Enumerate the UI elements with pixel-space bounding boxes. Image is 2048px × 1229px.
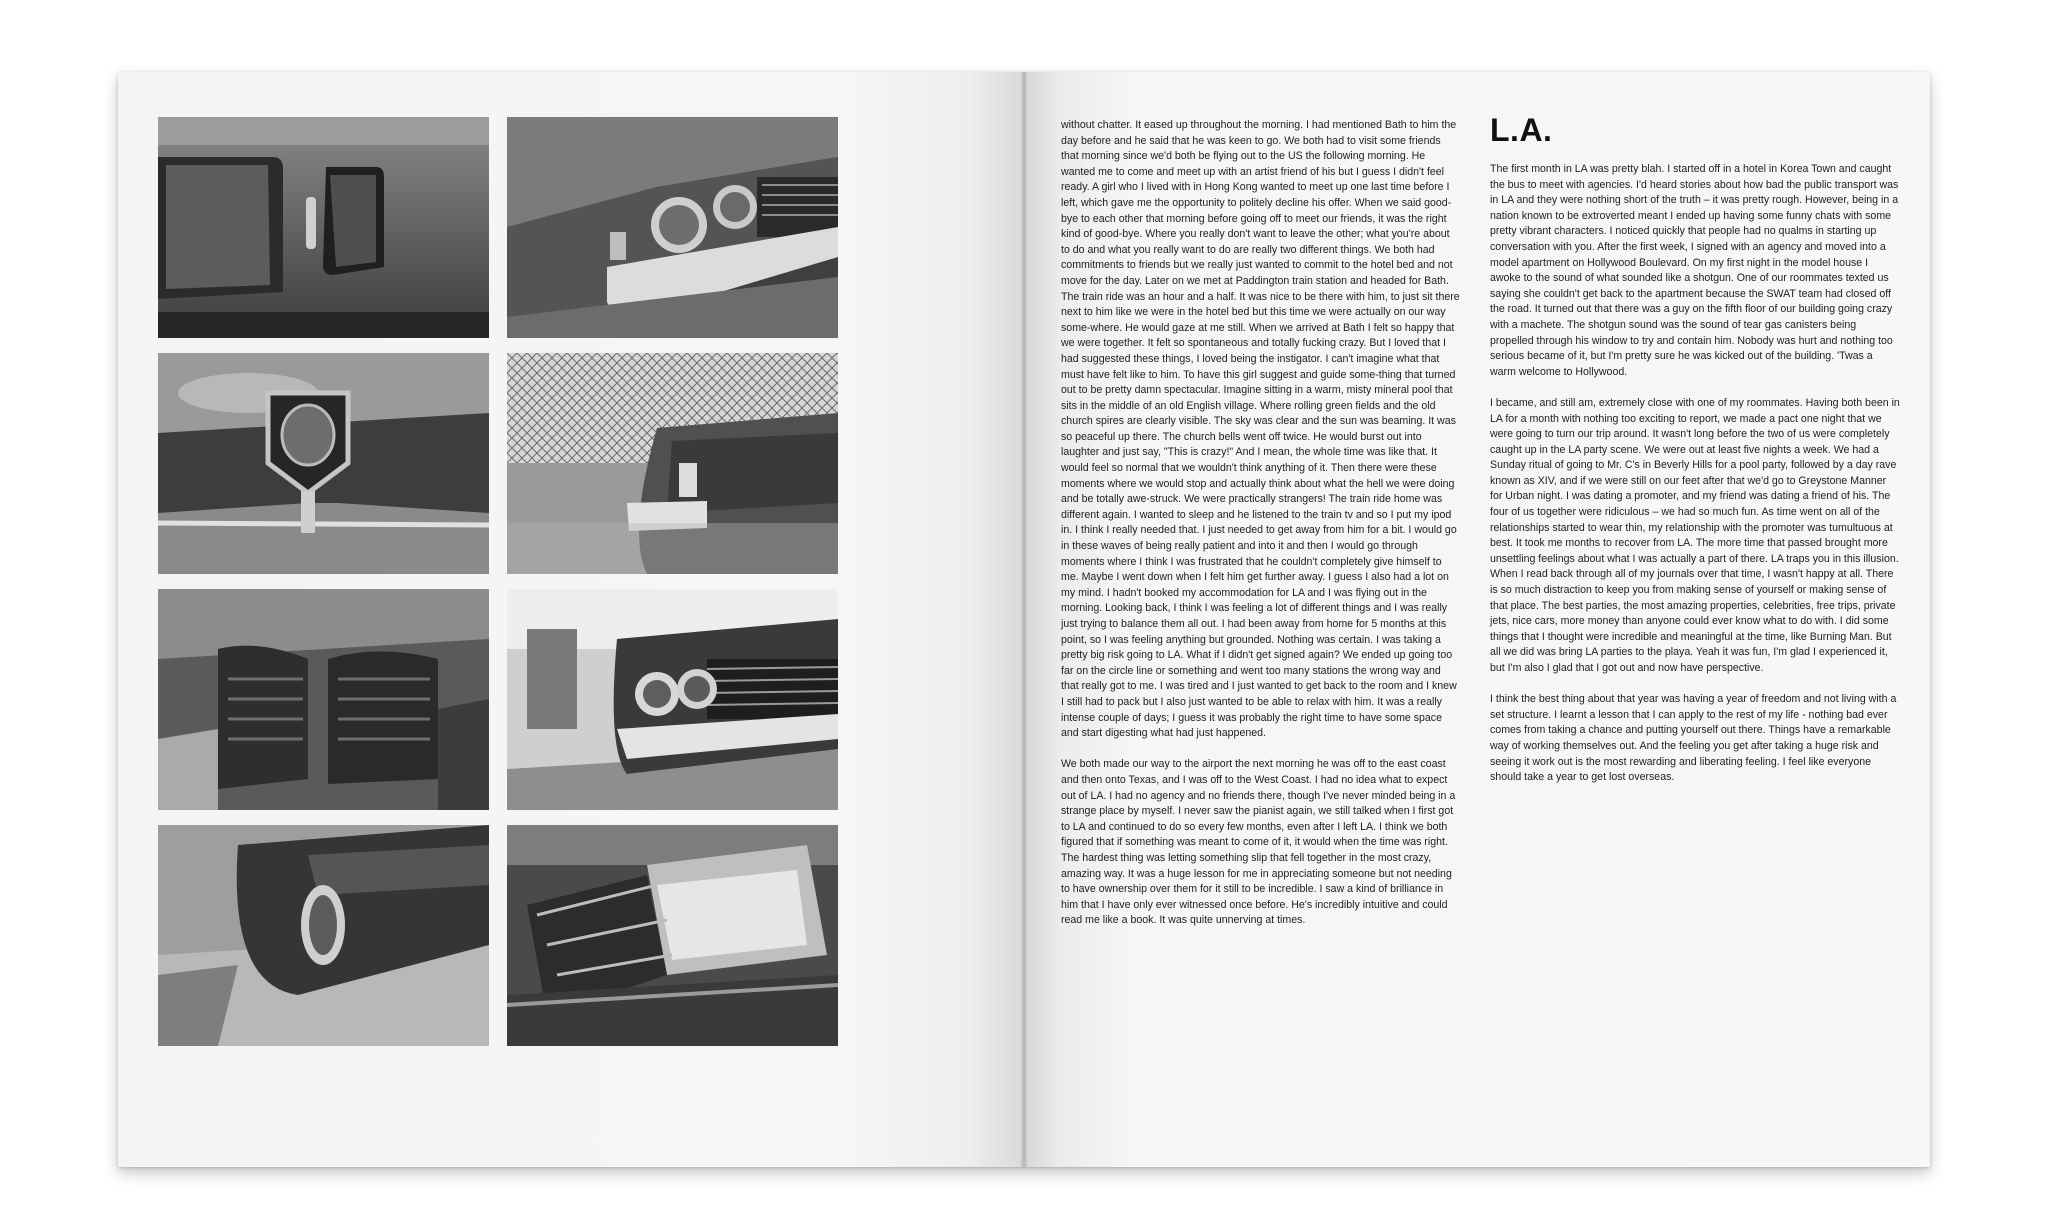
magazine-spread [118,72,1930,1167]
text-column-left [1061,118,1461,944]
text-column-right [1490,112,1901,801]
paragraph: I became, and still am, extremely close with one of my roommates. Having both been in LA for a month with nothing too exciting to report, we made a pact one night that we were going to turn our trip around. It wasn't long before the two of us were completely caught up in the LA party scene. We were out at least five nights a week. We had a Sunday ritual of going to Mr. C's in Beverly Hills for a pool party, followed by a day rave known as XIV, and if we were still on our feet after that we'd go to Greystone Manner for Urban night. I was dating a promoter, and my friend was dating a friend of his. The four of us together were ridiculous – we had so much fun. As time went on all of the relationships started to wear thin, my relationship with the promoter was tumultuous at best. It took me months to recover from LA. The more time that passed brought more unsettling feelings about what I was actually a part of there. LA traps you in this illusion. When I read back through all of my journals over that time, I wasn't happy at all. There is so much distraction to keep you from making sense of yourself or making sense of that place. The best parties, the most amazing properties, celebrities, free trips, private jets, nice cars, more money than anyone could ever know what to do with. I did some things that I thought were incredible and meaningful at the time, like Burning Man. But all we did was bring LA parties to the playa. Yeah it was fun, I'm glad I experienced it, but I'm also I glad that I got out and now have perspective. [1490,396,1900,674]
left-page [118,72,1024,1167]
photo-car-rear-taillight [158,825,489,1046]
paragraph: I think the best thing about that year was having a year of freedom and not living with a set structure. I learnt a lesson that I can apply to the rest of my life - nothing bad ever comes from taking a chance and putting yourself out there. Things have a remarkable way of working themselves out. And the feeling you get after taking a huge risk and seeing it work out is the most rewarding and liberating feeling. I feel like everyone should take a year to get lost overseas. [1490,693,1897,784]
photo-hood-ornament-emblem [158,353,489,574]
photo-grid [158,117,839,1046]
article-title: L.A. [1490,112,1553,148]
paragraph: The first month in LA was pretty blah. I started off in a hotel in Korea Town and caught the bus to meet with agencies. I'd heard stories about how bad the public transport was in LA and they were nothing short of the truth – it was pretty rough. However, being in a nation known to be extroverted meant I ended up having some funny chats with some pretty vibrant characters. I noticed quickly that people had no qualms in starting up conversation with you. After the first week, I signed with an agency and moved into a model apartment on Hollywood Boulevard. On my first night in the model house I awoke to the sound of what sounded like a shotgun. One of our roommates texted us saying she couldn't get back to the apartment because the SWAT team had closed off the road. It turned out that there was a guy on the fifth floor of our building going crazy with a machete. The shotgun sound was the sound of tear gas canisters being propelled through his window to try and contain him. Nobody was hurt and nothing too serious became of it, but I'm pretty sure he was kicked out of the building. 'Twas a warm welcome to Hollywood. [1490,163,1899,378]
photo-car-rear-by-chainlink-fence [507,353,838,574]
photo-car-rear-side-window [158,117,489,338]
spine-gutter [1021,72,1027,1167]
photo-convertible-rear-seats [158,589,489,810]
paragraph: We both made our way to the airport the next morning he was off to the east coast and then onto Texas, and I was off to the West Coast. I had no idea what to expect out of LA. I had no agency and no friends there, though I've never minded being in a strange place by myself. I never saw the pianist again, we still talked when I first got to LA and continued to do so every few months, even after I left LA. I think we both figured that if something was meant to come of it, it would when the time was right. The hardest thing was letting something slip that fell together in the most crazy, amazing way. It was a huge lesson for me in appreciating someone but not needing to have ownership over them for it still to be incredible. I saw a kind of brilliance in him that I have only ever witnessed once before. He's incredibly intuitive and could read me like a book. It was quite unnerving at times. [1061,758,1456,927]
photo-convertible-top-frame [507,825,838,1046]
photo-convertible-front-grille [507,589,838,810]
paragraph: without chatter. It eased up throughout the morning. I had mentioned Bath to him the day before and he said that he was keen to go. We both had to visit some friends that morning since we'd both be flying out to the US the following morning. He wanted me to come and meet up with an artist friend of his but I guess I didn't feel ready. A girl who I lived with in Hong Kong wanted to meet up one last time before I left, which gave me the opportunity to politely decline his offer. When we said good-bye to each other that morning before going off to meet our friends, it was the right kind of good-bye. Where you really don't want to leave the other; what you're about to do and what you really want to do are really two different things. We both had commitments to friends but we really just wanted to commit to the hotel bed and not move for the day. Later on we met at Paddington train station and headed for Bath. The train ride was an hour and a half. It was nice to be there with him, to just sit there next to him like we were in the hotel bed but this time we were actually on our way some-where. He would gaze at me still. When we arrived at Bath I felt so happy that we were together. It felt so spontaneous and totally fucking crazy. But I loved that I had suggested these things, I loved being the instigator. I can't imagine what that must have felt like to him. To have this girl suggest and guide some-thing that turned out to be pretty damn spectacular. Imagine sitting in a warm, misty mineral pool that sits in the middle of an old English village. Where rolling green fields and the old church spires are clearly visible. The sky was clear and the sun was beaming. It was so peaceful up there. The church bells went off twice. He would burst out into laughter and just say, "This is crazy!" And I mean, the whole time was like that. It would feel so normal that we wouldn't think anything of it. Then there were these moments where we would stop and actually think about what the hell we were doing and be totally awe-struck. We were practically strangers! The train ride home was different again. I wanted to sleep and he listened to the train tv and so I put my ipod in. I think I really needed that. I just needed to get away from him for a bit. I would go in these waves of being really patient and into it and then I would go through moments where I think I was frustrated that he couldn't completely give himself to me. Maybe I went down when I felt him get further away. I guess I also had a lot on my mind. I hadn't booked my accommodation for LA and I was flying out in the morning. Looking back, I think I was feeling a lot of different things and I was really just trying to balance them all out. I had been away from home for 5 months at this point, so I was feeling anything but grounded. Nothing was certain. I was taking a pretty big risk going to LA. What if I didn't get signed again? We ended up going too far on the circle line or something and went too many stations the wrong way and that really got to me. I was tired and I just wanted to get back to the room and I knew I still had to pack but I also just wanted to be able to relax with him. It was a really intense couple of days; I guess it was probably the right time to have some space and start digesting what had just happened. [1061,119,1460,740]
photo-car-front-headlights-bumper [507,117,838,338]
